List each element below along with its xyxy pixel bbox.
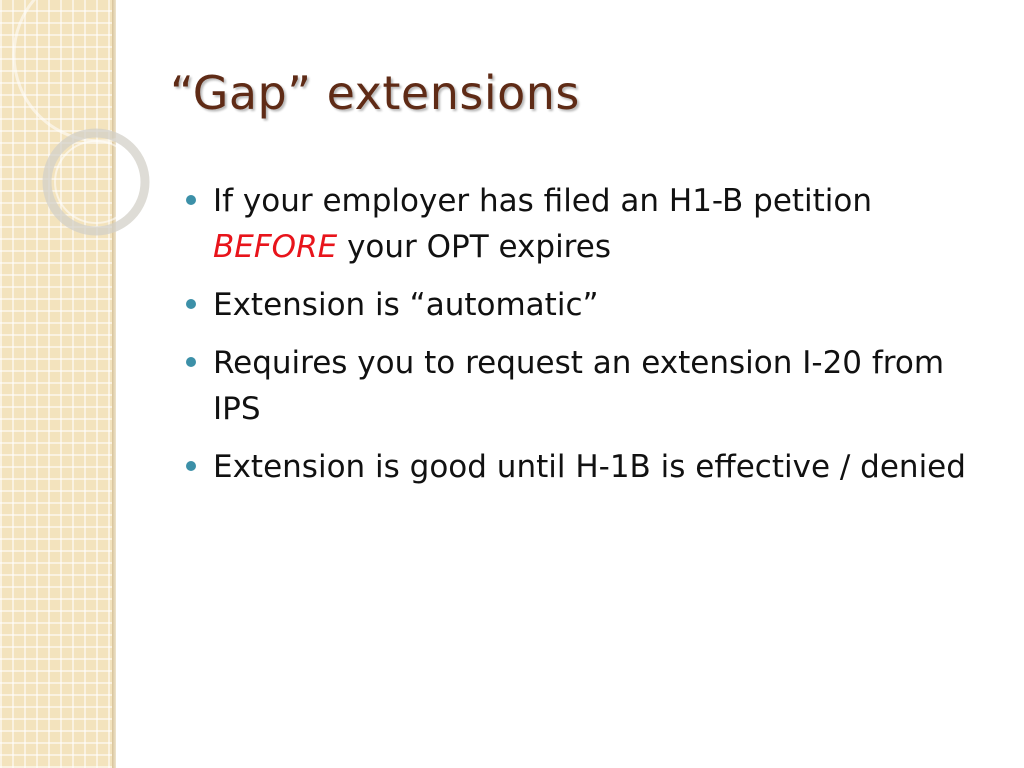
bullet-emphasis: BEFORE (213, 229, 338, 265)
slide-title: “Gap” extensions (170, 66, 580, 120)
bullet-text-part: If your employer has filed an H1-B petition (213, 183, 873, 219)
bullet-dot-icon (186, 357, 196, 367)
bullet-list (186, 178, 996, 502)
side-pattern-strip (0, 0, 112, 768)
bullet-text: Requires you to request an extension I-20 from IPS (213, 345, 945, 427)
side-strip-edge (112, 0, 116, 768)
bullet-item (186, 340, 996, 432)
bullet-text (213, 183, 872, 265)
bullet-dot-icon (186, 195, 196, 205)
bullet-item (186, 444, 996, 490)
bullet-text: Extension is good until H-1B is effective / denied (213, 449, 966, 485)
bullet-dot-icon (186, 299, 196, 309)
bullet-text: Extension is “automatic” (213, 287, 599, 323)
bullet-text-part: your OPT expires (337, 229, 611, 265)
bullet-item (186, 178, 996, 270)
bullet-item (186, 282, 996, 328)
bullet-dot-icon (186, 461, 196, 471)
